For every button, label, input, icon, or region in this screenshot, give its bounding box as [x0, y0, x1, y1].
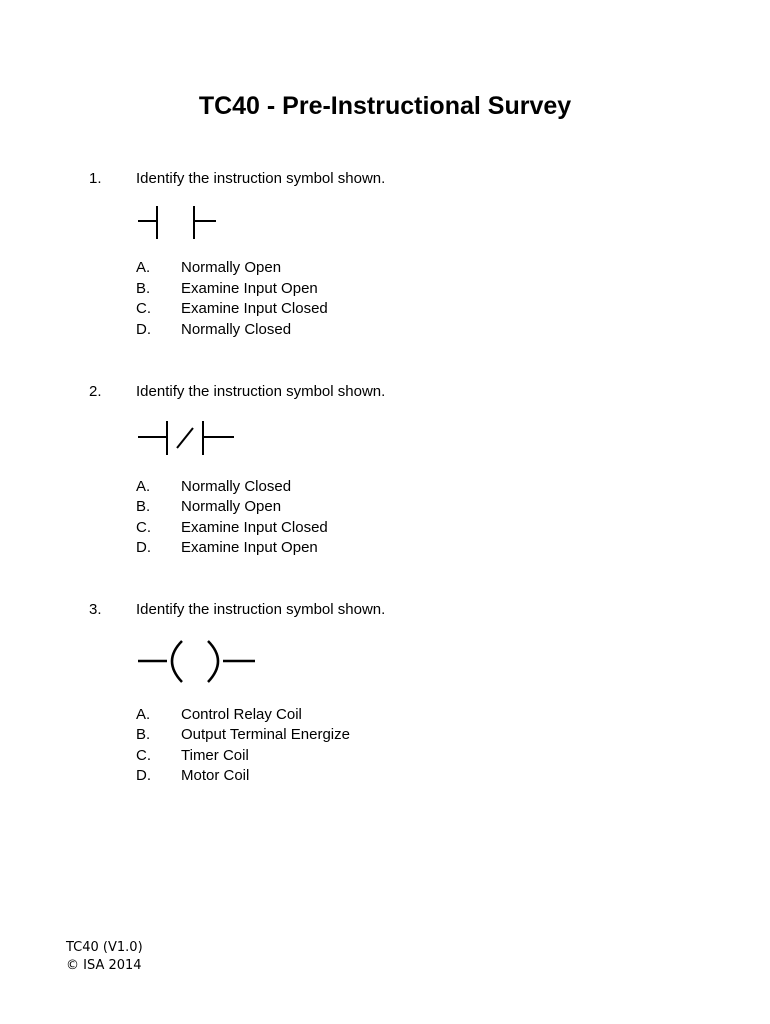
footer-version: TC40 (V1.0) [66, 940, 143, 955]
option-letter: A. [136, 259, 151, 276]
question-prompt: Identify the instruction symbol shown. [136, 601, 386, 618]
question-prompt: Identify the instruction symbol shown. [136, 170, 386, 187]
option-letter: C. [136, 747, 151, 764]
option-letter: D. [136, 767, 151, 784]
question-number: 2. [89, 383, 102, 400]
page-title: TC40 - Pre-Instructional Survey [198, 92, 572, 120]
option-text: Output Terminal Energize [181, 726, 350, 743]
option-text: Timer Coil [181, 747, 249, 764]
question-prompt: Identify the instruction symbol shown. [136, 383, 386, 400]
option-text: Examine Input Closed [181, 300, 328, 317]
option-letter: D. [136, 539, 151, 556]
option-text: Motor Coil [181, 767, 250, 784]
option-letter: C. [136, 300, 151, 317]
normally-open-contact-icon [135, 203, 225, 243]
option-letter: D. [136, 321, 151, 338]
option-text: Examine Input Closed [181, 519, 328, 536]
option-text: Control Relay Coil [181, 706, 302, 723]
option-letter: C. [136, 519, 151, 536]
question-number: 3. [89, 601, 102, 618]
footer-copyright: © ISA 2014 [66, 958, 142, 973]
option-letter: A. [136, 478, 151, 495]
normally-closed-contact-icon [135, 419, 240, 461]
option-text: Normally Open [181, 259, 282, 276]
option-text: Normally Closed [181, 478, 292, 495]
option-text: Normally Open [181, 498, 282, 515]
option-text: Normally Closed [181, 321, 292, 338]
option-letter: B. [136, 498, 151, 515]
output-coil-icon [135, 638, 260, 686]
option-letter: B. [136, 726, 151, 743]
option-letter: A. [136, 706, 151, 723]
option-letter: B. [136, 280, 151, 297]
option-text: Examine Input Open [181, 539, 318, 556]
question-number: 1. [89, 170, 102, 187]
option-text: Examine Input Open [181, 280, 318, 297]
